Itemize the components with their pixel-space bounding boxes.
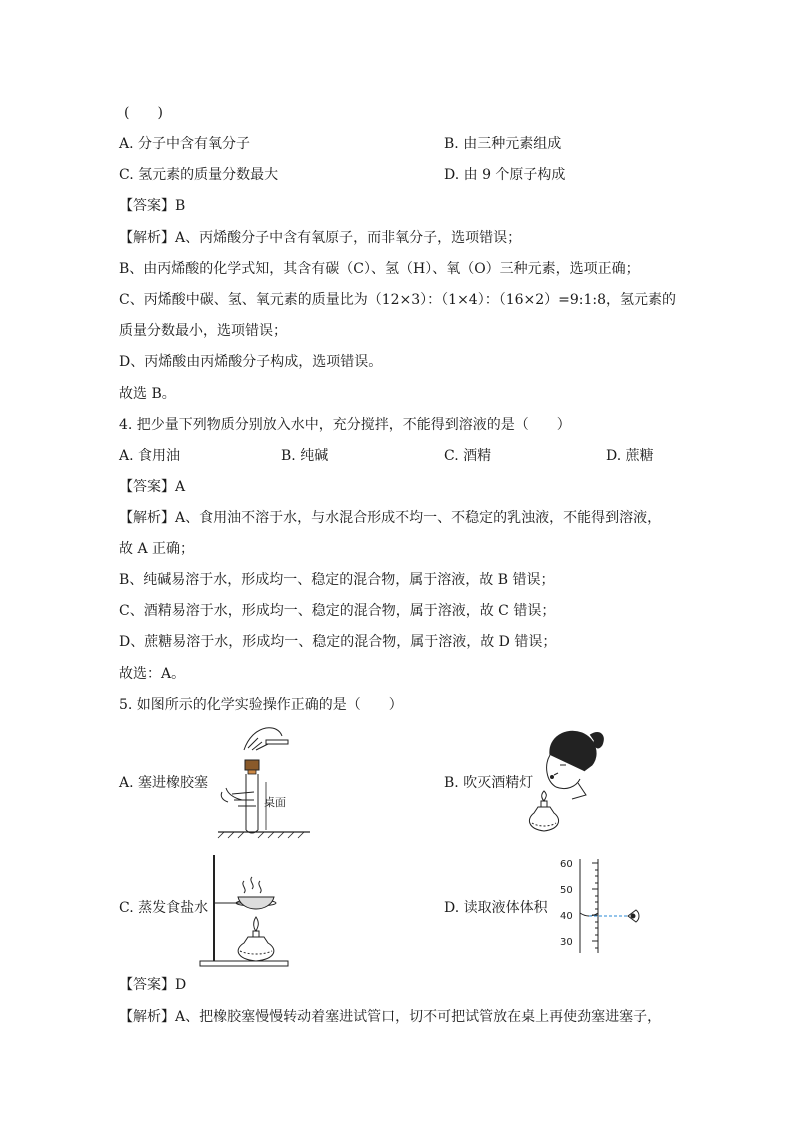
analysis-line: B、由丙烯酸的化学式知，其含有碳（C）、氢（H）、氧（O）三种元素，选项正确； bbox=[119, 261, 640, 277]
alcohol-lamp-icon bbox=[529, 791, 558, 831]
answer-line: 【答案】B bbox=[119, 198, 186, 214]
analysis-line: 【解析】A、食用油不溶于水，与水混合形成不均一、不稳定的乳浊液，不能得到溶液， bbox=[119, 510, 662, 526]
conclusion-line: 故选 B。 bbox=[119, 386, 176, 402]
table-label: 桌面 bbox=[264, 796, 286, 809]
figure-a-stopper bbox=[214, 722, 314, 840]
analysis-line: D、丙烯酸由丙烯酸分子构成，选项错误。 bbox=[119, 354, 383, 370]
option-b: B. 纯碱 bbox=[281, 448, 329, 464]
question-stem: 5. 如图所示的化学实验操作正确的是（ ） bbox=[119, 697, 403, 713]
alcohol-lamp-icon bbox=[238, 917, 274, 961]
analysis-line: 【解析】A、丙烯酸分子中含有氧原子，而非氧分子，选项错误； bbox=[119, 230, 522, 246]
option-b: B. 由三种元素组成 bbox=[444, 136, 562, 152]
option-a: A. 食用油 bbox=[119, 448, 181, 464]
figure-c-evaporate bbox=[198, 851, 290, 969]
option-b: B. 吹灭酒精灯 bbox=[444, 775, 534, 791]
test-tube-icon bbox=[246, 774, 258, 833]
cylinder-tick-label: 30 bbox=[560, 937, 573, 948]
option-d: D. 蔗糖 bbox=[606, 448, 654, 464]
option-d: D. 读取液体体积 bbox=[444, 900, 548, 916]
steam-icon bbox=[243, 877, 261, 893]
figure-b-blow-lamp bbox=[520, 725, 610, 837]
analysis-line: C、酒精易溶于水，形成均一、稳定的混合物，属于溶液，故 C 错误； bbox=[119, 603, 556, 619]
option-a: A. 塞进橡胶塞 bbox=[119, 775, 209, 791]
option-a: A. 分子中含有氧分子 bbox=[119, 136, 251, 152]
analysis-line: 故 A 正确； bbox=[119, 541, 195, 557]
answer-line: 【答案】A bbox=[119, 479, 186, 495]
cylinder-tick-label: 50 bbox=[560, 885, 573, 896]
girl-face-icon bbox=[547, 731, 604, 799]
conclusion-line: 故选：A。 bbox=[119, 666, 186, 682]
question-stem: 4. 把少量下列物质分别放入水中，充分搅拌，不能得到溶液的是（ ） bbox=[119, 417, 571, 433]
graduated-cylinder-icon bbox=[580, 859, 598, 953]
cylinder-tick-label: 60 bbox=[560, 859, 573, 870]
stopper-icon bbox=[245, 760, 259, 774]
option-c: C. 酒精 bbox=[444, 448, 492, 464]
analysis-line: D、蔗糖易溶于水，形成均一、稳定的混合物，属于溶液，故 D 错误； bbox=[119, 634, 557, 650]
question-paren: ( ) bbox=[124, 105, 163, 121]
analysis-line: B、纯碱易溶于水，形成均一、稳定的混合物，属于溶液，故 B 错误； bbox=[119, 572, 555, 588]
analysis-line: 【解析】A、把橡胶塞慢慢转动着塞进试管口，切不可把试管放在桌上再使劲塞进塞子， bbox=[119, 1009, 662, 1025]
option-c: C. 蒸发食盐水 bbox=[119, 900, 209, 916]
evaporating-dish-icon bbox=[238, 897, 274, 909]
iron-stand-icon bbox=[200, 855, 288, 966]
analysis-line: C、丙烯酸中碳、氢、氧元素的质量比为（12×3）：（1×4）：（16×2）=9:1:8，氢元素的 bbox=[119, 292, 677, 308]
answer-line: 【答案】D bbox=[119, 977, 187, 993]
cylinder-tick-label: 40 bbox=[560, 911, 573, 922]
eye-icon bbox=[628, 910, 639, 922]
figure-d-cylinder bbox=[554, 857, 644, 955]
option-d: D. 由 9 个原子构成 bbox=[444, 167, 566, 183]
analysis-line: 质量分数最小，选项错误； bbox=[119, 323, 287, 339]
option-c: C. 氢元素的质量分数最大 bbox=[119, 167, 279, 183]
